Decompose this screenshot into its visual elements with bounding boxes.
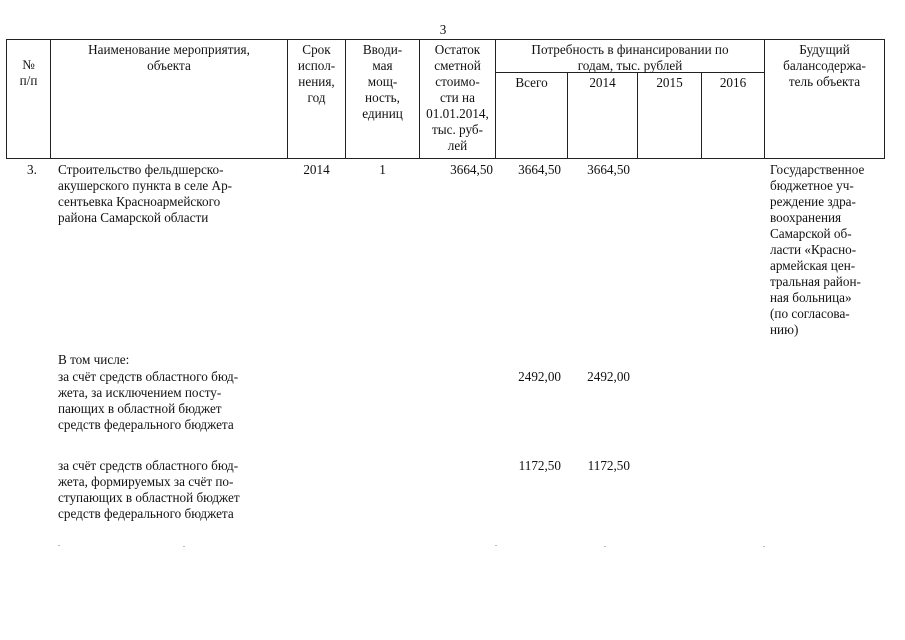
- sub-item-2-text: за счёт средств областного бюд- жета, формируемых за счёт по- ступающих в областной бюджет средств федерального бюджета: [58, 458, 240, 521]
- sub-item-1-total: 2492,00: [518, 369, 561, 384]
- including-label: В том числе:: [58, 352, 130, 367]
- row-capacity: 1: [379, 162, 386, 177]
- header-total: Всего: [515, 75, 548, 90]
- row-total: 3664,50: [518, 162, 561, 177]
- header-term: Срок испол- нения, год: [297, 42, 336, 105]
- header-balance-holder: Будущий балансодержа- тель объекта: [783, 42, 866, 89]
- header-financing: Потребность в финансировании по годам, тыс. рублей: [531, 42, 729, 73]
- page-number: 3: [439, 22, 447, 37]
- table-top-border: [6, 39, 885, 40]
- col-border-10: [884, 39, 885, 159]
- header-number: № п/п: [19, 57, 38, 88]
- sub-item-2-total: 1172,50: [518, 458, 561, 473]
- sub-item-1-text: за счёт средств областного бюд- жета, за исключением посту- пающих в областной бюджет средств федерального бюджета: [58, 369, 239, 432]
- row-name: Строительство фельдшерско- акушерского пункта в селе Ар- сентьевка Красноармейского района Самарской области: [58, 162, 233, 225]
- header-year-2015: 2015: [656, 75, 683, 90]
- header-bottom-border: [6, 158, 885, 159]
- row-number: 3.: [27, 162, 37, 177]
- header-year-2014: 2014: [589, 75, 616, 90]
- row-balance-holder: Государственное бюджетное уч- реждение здра- воохранения Самарской об- ласти «Красно- армейская цен- тральная район- ная больница» (по согласова- нию): [770, 162, 865, 337]
- row-year-2014: 3664,50: [587, 162, 630, 177]
- sub-item-2-year-2014: 1172,50: [587, 458, 630, 473]
- header-year-2016: 2016: [719, 75, 747, 90]
- row-remaining-cost: 3664,50: [450, 162, 493, 177]
- row-term: 2014: [303, 162, 330, 177]
- header-capacity: Вводи- мая мощ- ность, единиц: [362, 42, 403, 121]
- header-remaining-cost: Остаток сметной стоимо- сти на 01.01.2014, тыс. руб- лей: [426, 42, 489, 153]
- sub-item-1-year-2014: 2492,00: [587, 369, 630, 384]
- header-name: Наименование мероприятия, объекта: [88, 42, 250, 73]
